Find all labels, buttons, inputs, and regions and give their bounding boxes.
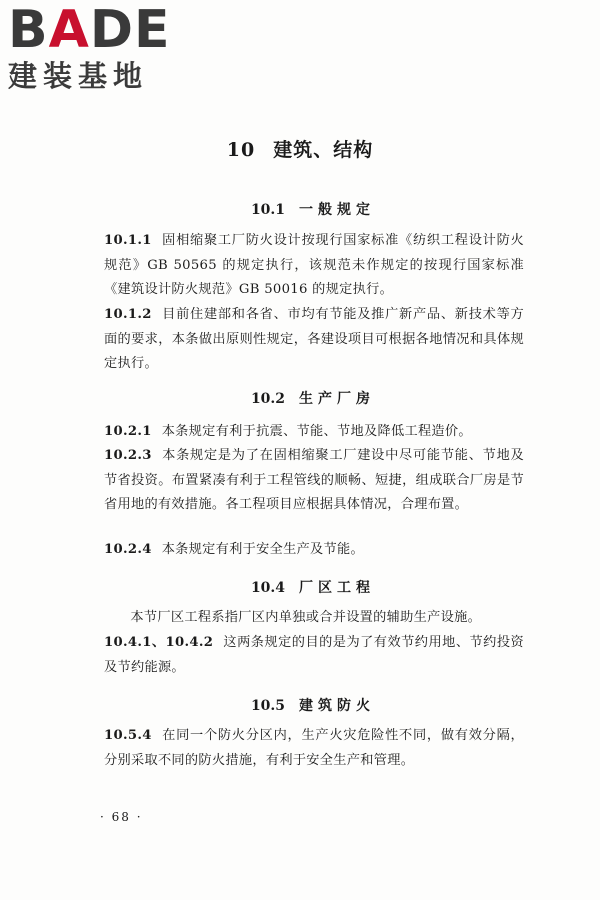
clause-text: 本节厂区工程系指厂区内单独或合并设置的辅助生产设施。 bbox=[130, 610, 482, 625]
clause-number: 10.1.2 bbox=[104, 307, 152, 322]
section-heading: 10.4 厂区工程 bbox=[250, 580, 376, 596]
clause-number: 10.5.4 bbox=[104, 728, 152, 743]
clause-text: 在同一个防火分区内，生产火灾危险性不同，做有效分隔，分别采取不同的防火措施，有利于安全生产和管理。 bbox=[104, 728, 524, 768]
clause-number: 10.2.3 bbox=[104, 448, 152, 463]
clause-paragraph bbox=[104, 420, 524, 445]
clause-paragraph bbox=[104, 444, 524, 518]
clause-paragraph bbox=[104, 303, 524, 377]
clause-number: 10.2.4 bbox=[104, 542, 152, 557]
section-heading: 10.5 建筑防火 bbox=[250, 698, 376, 714]
clause-paragraph bbox=[104, 631, 524, 680]
section-intro-paragraph bbox=[104, 606, 524, 631]
logo-wordmark: BADE bbox=[8, 0, 171, 60]
chapter-name: 建筑、结构 bbox=[273, 139, 374, 161]
clause-text: 本条规定有利于安全生产及节能。 bbox=[161, 542, 364, 557]
section-heading: 10.2 生产厂房 bbox=[250, 391, 376, 407]
section-heading: 10.1 一般规定 bbox=[250, 202, 376, 218]
clause-text: 目前住建部和各省、市均有节能及推广新产品、新技术等方面的要求，本条做出原则性规定，各建设项目可根据各地情况和具体规定执行。 bbox=[104, 307, 524, 371]
chapter-number: 10 bbox=[226, 139, 256, 161]
logo-subtitle: 建装基地 bbox=[8, 59, 149, 93]
chapter-title bbox=[0, 135, 600, 162]
bade-logo bbox=[8, 0, 178, 94]
clause-paragraph bbox=[104, 229, 524, 303]
clause-paragraph bbox=[104, 538, 524, 563]
clause-text: 这两条规定的目的是为了有效节约用地、节约投资及节约能源。 bbox=[104, 635, 524, 675]
clause-number: 10.4.1、10.4.2 bbox=[104, 635, 214, 650]
clause-number: 10.1.1 bbox=[104, 233, 152, 248]
clause-text: 本条规定有利于抗震、节能、节地及降低工程造价。 bbox=[161, 424, 472, 439]
clause-text: 本条规定是为了在固相缩聚工厂建设中尽可能节能、节地及节省投资。布置紧凑有利于工程管线的顺畅、短捷，组成联合厂房是节省用地的有效措施。各工程项目应根据具体情况，合理布置。 bbox=[104, 448, 524, 512]
clause-text: 固相缩聚工厂防火设计按现行国家标准《纺织工程设计防火规范》GB 50565 的规定执行，该规范未作规定的按现行国家标准《建筑设计防火规范》GB 50016 的规定执行。 bbox=[104, 233, 524, 297]
clause-paragraph bbox=[104, 724, 524, 773]
page-number: · 68 · bbox=[100, 810, 143, 824]
clause-number: 10.2.1 bbox=[104, 424, 152, 439]
